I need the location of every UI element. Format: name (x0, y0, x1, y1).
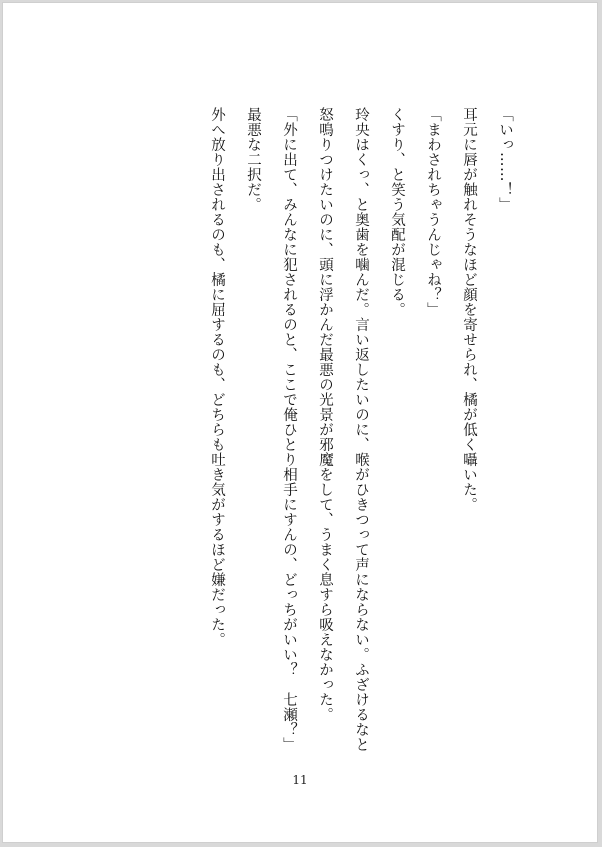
text-line: 耳元に唇が触れそうなほど顔を寄せられ、橘が低く囁いた。 (461, 107, 477, 512)
text-line: 「まわされちゃうんじゃね？」 (425, 107, 441, 317)
text-line: 玲央はくっ、と奥歯を噛んだ。言い返したいのに、喉がひきつって声にならない。ふざけるなと怒鳴りつけたいのに、頭に浮かんだ最悪の光景が邪魔をして、うまく息すら吸えなかった。 (317, 107, 369, 752)
text-line: くすり、と笑う気配が混じる。 (389, 107, 405, 317)
text-line: 「外に出て、みんなに犯されるのと、ここで俺ひとり相手にすんの、どっちがいい？ 七瀬？」 (281, 107, 297, 752)
page-number: 11 (292, 773, 308, 787)
text-line: 最悪な二択だ。 (245, 107, 261, 212)
book-page (2, 2, 598, 843)
vertical-text-body (103, 107, 523, 757)
text-line: 「いっ……！」 (497, 107, 513, 212)
text-line: 外へ放り出されるのも、橘に屈するのも、どちらも吐き気がするほど嫌だった。 (209, 107, 225, 647)
